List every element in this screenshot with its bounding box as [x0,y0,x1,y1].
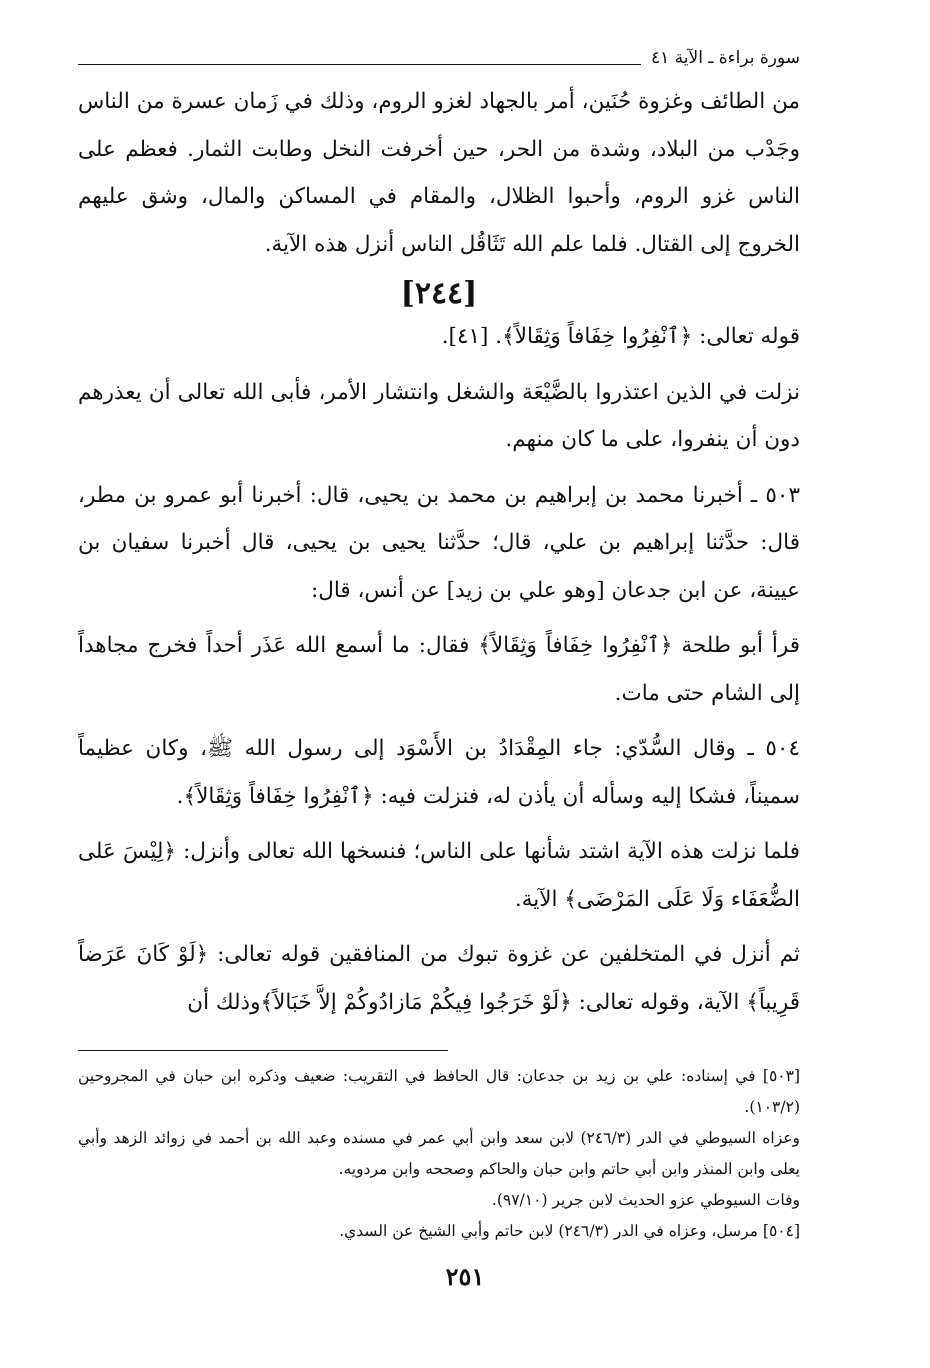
page-number: ٢٥١ [445,1262,485,1291]
paragraph-5: قرأ أبو طلحة ﴿ٱنْفِرُوا خِفَافاً وَثِقَالاً﴾ فقال: ما أسمع الله عَذَر أحداً فخرج مجاهداً إلى الشام حتى مات. [78,633,800,706]
main-text [78,78,800,1026]
paragraph-7: فلما نزلت هذه الآية اشتد شأنها على الناس؛ فنسخها الله تعالى وأنزل: ﴿لِيْسَ عَلى الضُّعَفَاء وَلَا عَلَى المَرْضَى﴾ الآية. [78,839,800,912]
paragraph-1: من الطائف وغزوة حُنَين، أمر بالجهاد لغزو الروم، وذلك في زَمان عسرة من الناس وجَدْب من البلاد، وشدة من الحر، حين أخرفت النخل وطابت الثمار. فعظم على الناس غزو الروم، وأحبوا الظلال، والمقام في المساكن والمال، وشق عليهم الخروج إلى القتال. فلما علم الله تَثَاقُل الناس أنزل هذه الآية. [78,89,800,257]
footnote-503-cont-2: وفات السيوطي عزو الحديث لابن جرير (٩٧/١٠). [491,1191,800,1209]
header-rule [78,63,641,65]
paragraph-hadith-503: ٥٠٣ ـ أخبرنا محمد بن إبراهيم بن محمد بن يحيى، قال: أخبرنا أبو عمرو بن مطر، قال: حدَّثنا إبراهيم بن علي، قال؛ حدَّثنا يحيى بن يحيى، قال أخبرنا سفيان بن عيينة، عن ابن جدعان [وهو علي بن زيد] عن أنس، قال: [78,482,800,603]
section-number: [٢٤٤] [400,276,478,311]
footnote-504: [٥٠٤] مرسل، وعزاه في الدر (٢٤٦/٣) لابن حاتم وأبي الشيخ عن السدي. [339,1222,800,1240]
paragraph-verse-heading: قوله تعالى: ﴿ٱنْفِرُوا خِفَافاً وَثِقَالاً﴾. [٤١]. [441,324,800,349]
paragraph-hadith-504: ٥٠٤ ـ وقال السُّدّي: جاء المِقْدَادُ بن الأَسْوَد إلى رسول الله ﷺ، وكان عظيماً سميناً، فشكا إليه وسأله أن يأذن له، فنزلت فيه: ﴿ٱنْفِرُوا خِفَافاً وَثِقَالاً﴾. [78,736,800,809]
running-header [78,36,800,68]
footnotes [78,1061,800,1247]
footnote-503-cont: وعزاه السيوطي في الدر (٢٤٦/٣) لابن سعد وابن أبي عمر في مسنده وعبد الله بن أحمد في زوائد الزهد وأبي يعلى وابن المنذر وابن أبي حاتم وابن حبان والحاكم وصححه وابن مردويه. [78,1129,800,1178]
paragraph-8: ثم أنزل في المتخلفين عن غزوة تبوك من المنافقين قوله تعالى: ﴿لَوْ كَانَ عَرَضاً قَرِيباً﴾ الآية، وقوله تعالى: ﴿لَوْ خَرَجُوا فِيكُمْ مَازادُوكُمْ إلاَّ خَبَالاً﴾وذلك أن [78,942,800,1015]
footnote-rule [78,1050,448,1051]
book-page [78,36,800,1247]
running-title: سورة براءة ـ الآية ٤١ [650,48,800,68]
paragraph-3: نزلت في الذين اعتذروا بالضَّيْعَة والشغل وانتشار الأمر، فأبى الله تعالى أن يعذرهم دون أن ينفروا، على ما كان منهم. [78,379,800,452]
footnote-503: [٥٠٣] في إسناده: علي بن زيد بن جدعان: قال الحافظ في التقريب: ضعيف وذكره ابن حبان في المجروحين (١٠٣/٢). [78,1067,800,1116]
